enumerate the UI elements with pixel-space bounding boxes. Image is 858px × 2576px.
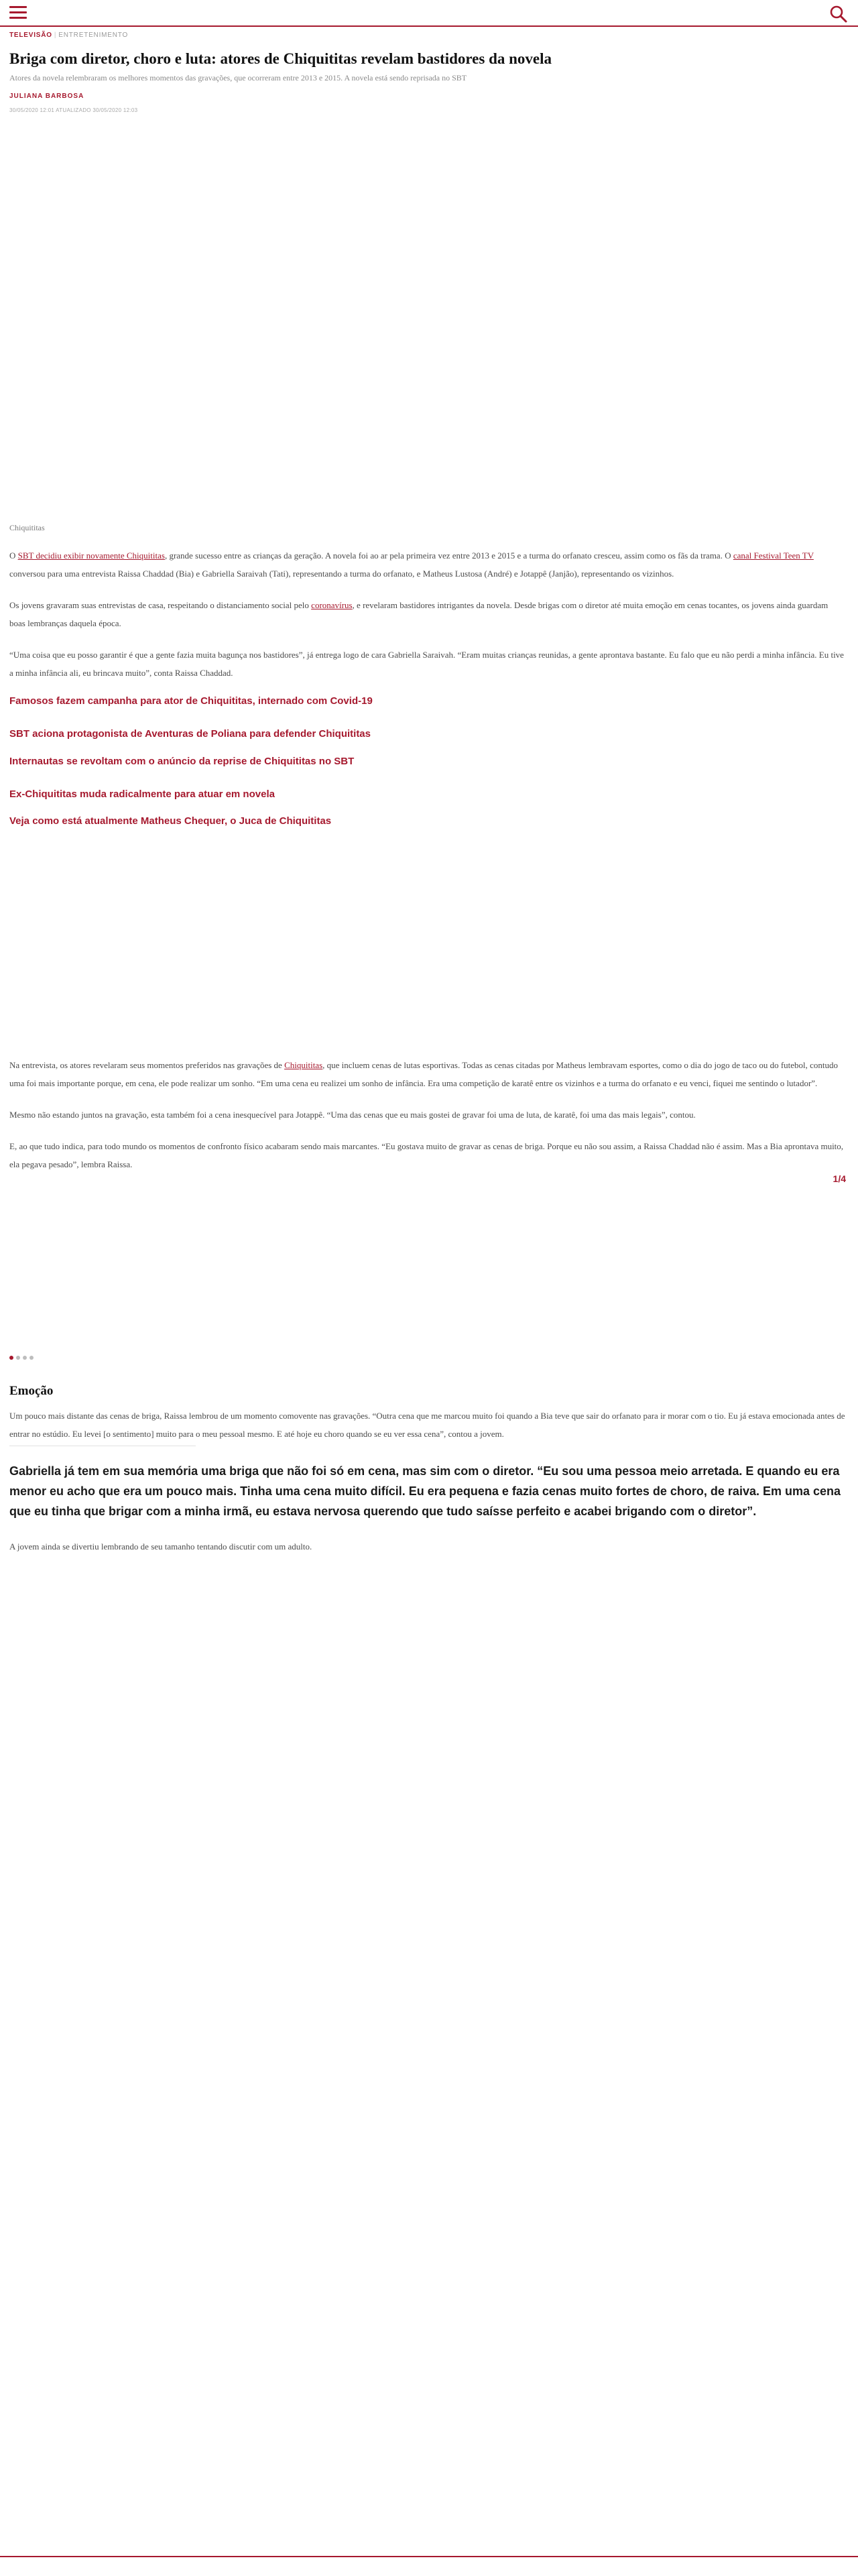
search-icon[interactable]: [829, 4, 849, 24]
paragraph: A jovem ainda se divertiu lembrando de seu tamanho tentando discutir com um adulto.: [9, 1541, 312, 1552]
breadcrumb-separator: |: [54, 32, 57, 39]
page-title: Briga com diretor, choro e luta: atores de Chiquititas revelam bastidores da novela: [9, 50, 552, 67]
author-name[interactable]: JULIANA BARBOSA: [9, 93, 84, 100]
embedded-media: [9, 827, 846, 1056]
gallery-counter: 1/4: [833, 1173, 846, 1184]
image-caption: Chiquititas: [9, 523, 45, 532]
related-links: [9, 695, 846, 827]
related-link[interactable]: Internautas se revoltam com o anúncio da reprise de Chiquititas no SBT: [9, 756, 355, 767]
paragraph: Mesmo não estando juntos na gravação, esta também foi a cena inesquecível para Jotappê. “Uma das cenas que eu mais gostei de gravar foi uma de luta, de karatê, foi uma das mais legais”, contou.: [9, 1110, 696, 1120]
paragraph: Um pouco mais distante das cenas de briga, Raissa lembrou de um momento comovente nas gravações. “Outra cena que me marcou muito foi quando a Bia teve que sair do orfanato para ir morar com o tio. Eu já estava emocionada antes de entrar no estúdio. Eu levei [o sentimento] muito para o meu pessoal mesmo. E até hoje eu choro quando se eu ver essa cena”, contou a jovem.: [9, 1411, 845, 1439]
text-run: , que incluem cenas de lutas esportivas. Todas as cenas citadas por Matheus lembravam esportes, como o dia do jogo de taco ou do futebol, contudo uma foi mais importante porque, em cena, ele pode realizar um sonho. “Em uma cena eu realizei um sonho de infância. Era uma competição de karatê entre os vizinhos e a turma do orfanato e eu venci, fiquei me sentindo o lutador”.: [9, 1060, 839, 1088]
pull-quote: Gabriella já tem em sua memória uma briga que não foi só em cena, mas sim com o diretor. “Eu sou uma pessoa meio arretada. E quando eu era menor eu acho que era um pouco mais. Tinha uma cena muito difícil. Eu era pequena e fazia cenas muito fortes de choro, de raiva. Em uma cena que eu tinha que brigar com a minha irmã, eu estava nervosa querendo que tudo saísse perfeito e acabei brigando com o diretor”.: [9, 1464, 841, 1518]
inline-link[interactable]: canal Festival Teen TV: [733, 550, 814, 561]
text-run: , grande sucesso entre as crianças da geração. A novela foi ao ar pela primeira vez entre 2013 e 2015 e a turma do orfanato cresceu, assim como os fãs da trama. O: [164, 550, 733, 561]
related-link[interactable]: SBT aciona protagonista de Aventuras de Poliana para defender Chiquititas: [9, 728, 371, 740]
text-run: Na entrevista, os atores revelaram seus momentos preferidos nas gravações de: [9, 1060, 285, 1070]
related-link[interactable]: Ex-Chiquititas muda radicalmente para atuar em novela: [9, 788, 275, 800]
paragraph: “Uma coisa que eu posso garantir é que a gente fazia muita bagunça nos bastidores”, já entrega logo de cara Gabriella Saraivah. “Eram muitas crianças reunidas, a gente aprontava bastante. Eu falo que eu não perdi a minha infância. Eu tive a minha infância ali, eu brincava muito”, conta Raissa Chaddad.: [9, 650, 844, 678]
text-run: , e revelaram bastidores intrigantes da novela. Desde brigas com o diretor até muita emoção em cenas tocantes, os jovens ainda guardam boas lembranças daquela época.: [9, 600, 829, 628]
section-heading: Emoção: [9, 1384, 54, 1398]
paragraph: [9, 596, 846, 632]
text-run: O: [9, 550, 18, 561]
related-link[interactable]: Veja como está atualmente Matheus Chequer, o Juca de Chiquititas: [9, 815, 332, 827]
inline-link[interactable]: coronavírus: [311, 600, 353, 610]
inline-link[interactable]: Chiquititas: [284, 1060, 323, 1070]
text-run: Os jovens gravaram suas entrevistas de casa, respeitando o distanciamento social pelo: [9, 600, 312, 610]
paragraph: E, ao que tudo indica, para todo mundo os momentos de confronto físico acabaram sendo mais marcantes. “Eu gostava muito de gravar as cenas de briga. Porque eu não sou assim, a Raissa Chaddad não é assim. Mas a Bia aprontava muito, ela pegava pesado”, lembra Raissa.: [9, 1141, 844, 1169]
text-run: conversou para uma entrevista Raissa Chaddad (Bia) e Gabriella Saraivah (Tati), representando a turma do orfanato, e Matheus Lustosa (André) e Jotappê (Janjão), representando os vizinhos.: [9, 569, 674, 579]
hamburger-menu-icon[interactable]: [9, 6, 27, 19]
gallery-dot[interactable]: [16, 1356, 20, 1360]
breadcrumb-subsection[interactable]: ENTRETENIMENTO: [58, 32, 129, 39]
paragraph: [9, 1056, 846, 1092]
top-navigation-bar: [0, 0, 858, 27]
paragraph: [9, 546, 846, 583]
inline-link[interactable]: SBT decidiu exibir novamente Chiquititas: [17, 550, 165, 561]
gallery-dot[interactable]: [29, 1356, 34, 1360]
article-subtitle: Atores da novela relembraram os melhores momentos das gravações, que ocorreram entre 2013 e 2015. A novela está sendo reprisada no SBT: [9, 73, 467, 82]
gallery-dot[interactable]: [9, 1356, 13, 1360]
article-container: [9, 32, 846, 1569]
lead-image: [9, 113, 846, 523]
publish-dates: 30/05/2020 12:01 ATUALIZADO 30/05/2020 12:03: [9, 107, 138, 113]
gallery-dot[interactable]: [23, 1356, 27, 1360]
breadcrumb: [9, 32, 846, 39]
photo-gallery[interactable]: [9, 1184, 846, 1356]
related-link[interactable]: Famosos fazem campanha para ator de Chiquititas, internado com Covid-19: [9, 695, 373, 707]
gallery-pagination: [9, 1356, 846, 1360]
footer-divider: [0, 2556, 858, 2557]
breadcrumb-section[interactable]: TELEVISÃO: [9, 32, 52, 39]
